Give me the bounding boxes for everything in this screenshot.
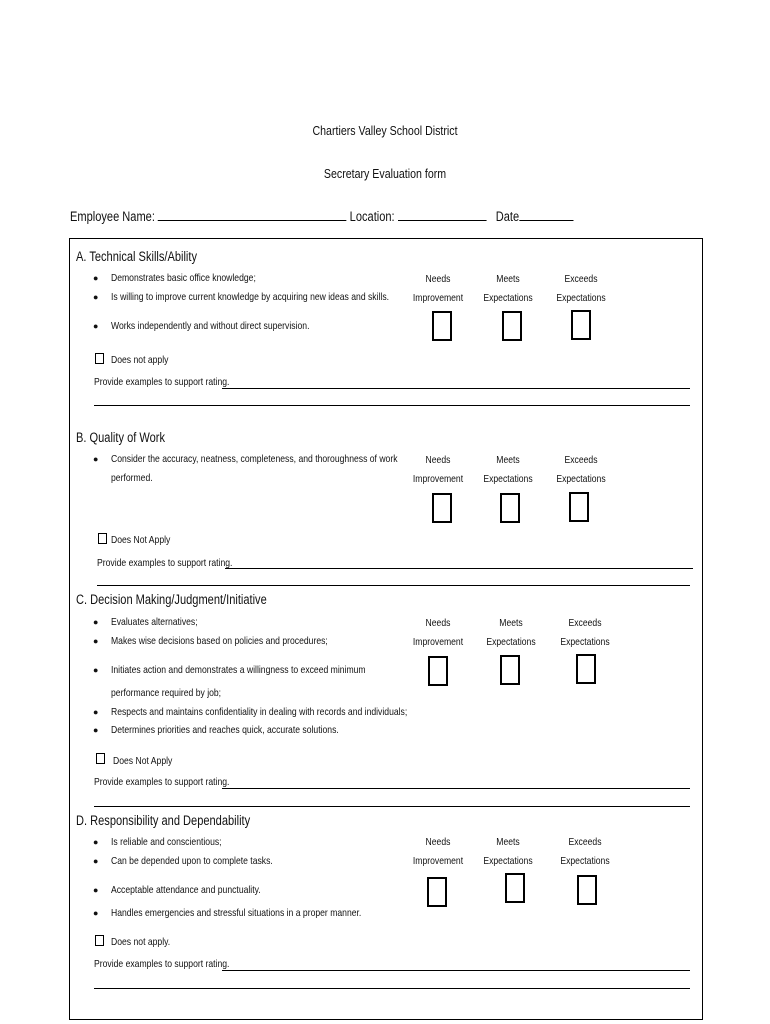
section-b-heading: B. Quality of Work [76, 430, 166, 445]
section-d-bullet: Can be depended upon to complete tasks. [111, 855, 273, 867]
bullet-icon: ● [93, 636, 99, 646]
section-d-exceeds-checkbox[interactable] [577, 875, 597, 905]
section-a-heading: A. Technical Skills/Ability [76, 249, 198, 264]
section-a-examples-line[interactable] [222, 388, 690, 389]
date-field[interactable] [519, 208, 573, 221]
section-d-heading: D. Responsibility and Dependability [76, 813, 251, 828]
bullet-icon: ● [93, 725, 99, 735]
section-a-not-apply-label: Does not apply [111, 354, 169, 366]
rating-exceeds-header: Exceeds Expectations [556, 454, 606, 485]
rating-needs-header: Needs Improvement [412, 454, 464, 485]
section-d-examples-line[interactable] [94, 988, 690, 989]
section-d-examples-line[interactable] [222, 970, 690, 971]
bullet-icon: ● [93, 454, 99, 464]
rating-exceeds-header: Exceeds Expectations [560, 617, 610, 648]
location-field[interactable] [398, 208, 487, 221]
section-a-meets-checkbox[interactable] [502, 311, 522, 341]
section-c-provide-label: Provide examples to support rating. [94, 776, 230, 788]
section-a-bullet: Demonstrates basic office knowledge; [111, 272, 256, 284]
rating-meets-header: Meets Expectations [486, 617, 536, 648]
section-c-not-apply-label: Does Not Apply [113, 755, 173, 767]
section-a-not-apply-checkbox[interactable] [95, 353, 104, 364]
section-d-bullet: Acceptable attendance and punctuality. [111, 884, 261, 896]
rating-needs-header: Needs Improvement [412, 273, 464, 304]
employee-name-label: Employee Name: [70, 209, 155, 224]
section-a-provide-label: Provide examples to support rating. [94, 376, 230, 388]
section-c-needs-checkbox[interactable] [428, 656, 448, 686]
section-c-bullet: Determines priorities and reaches quick, accurate solutions. [111, 724, 339, 736]
section-c-examples-line[interactable] [94, 806, 690, 807]
section-c-exceeds-checkbox[interactable] [576, 654, 596, 684]
form-title: Secretary Evaluation form [323, 167, 447, 181]
section-c-meets-checkbox[interactable] [500, 655, 520, 685]
section-b-examples-line[interactable] [97, 585, 690, 586]
section-b-provide-label: Provide examples to support rating. [97, 557, 233, 569]
bullet-icon: ● [93, 292, 99, 302]
bullet-icon: ● [93, 856, 99, 866]
section-b-needs-checkbox[interactable] [432, 493, 452, 523]
section-b-not-apply-label: Does Not Apply [111, 534, 171, 546]
rating-meets-header: Meets Expectations [483, 454, 533, 485]
rating-needs-header: Needs Improvement [412, 617, 464, 648]
bullet-icon: ● [93, 665, 99, 675]
section-b-examples-line[interactable] [225, 568, 693, 569]
section-a-bullet: Is willing to improve current knowledge by acquiring new ideas and skills. [111, 291, 390, 303]
section-a-bullet: Works independently and without direct supervision. [111, 320, 310, 332]
rating-exceeds-header: Exceeds Expectations [556, 273, 606, 304]
section-c-bullet: Evaluates alternatives; [111, 616, 198, 628]
section-b-not-apply-checkbox[interactable] [98, 533, 107, 544]
section-a-exceeds-checkbox[interactable] [571, 310, 591, 340]
section-a-examples-line[interactable] [94, 405, 690, 406]
section-c-bullet: Makes wise decisions based on policies and procedures; [111, 635, 328, 647]
employee-info-row [70, 208, 573, 224]
bullet-icon: ● [93, 273, 99, 283]
section-d-bullet: Is reliable and conscientious; [111, 836, 222, 848]
section-d-not-apply-label: Does not apply. [111, 936, 171, 948]
bullet-icon: ● [93, 707, 99, 717]
location-label: Location: [349, 209, 395, 224]
section-c-heading: C. Decision Making/Judgment/Initiative [76, 592, 267, 607]
rating-meets-header: Meets Expectations [483, 836, 533, 867]
rating-meets-header: Meets Expectations [483, 273, 533, 304]
section-c-examples-line[interactable] [222, 788, 690, 789]
employee-name-field[interactable] [158, 208, 347, 221]
section-a-needs-checkbox[interactable] [432, 311, 452, 341]
bullet-icon: ● [93, 837, 99, 847]
section-d-not-apply-checkbox[interactable] [95, 935, 104, 946]
section-c-bullet: Initiates action and demonstrates a willingness to exceed minimum [111, 664, 366, 676]
rating-needs-header: Needs Improvement [412, 836, 464, 867]
section-c-bullet: performance required by job; [111, 687, 222, 699]
date-label: Date [495, 209, 520, 224]
bullet-icon: ● [93, 885, 99, 895]
section-c-bullet: Respects and maintains confidentiality in dealing with records and individuals; [111, 706, 408, 718]
bullet-icon: ● [93, 617, 99, 627]
section-b-bullet: Consider the accuracy, neatness, completeness, and thoroughness of work [111, 453, 398, 465]
district-title: Chartiers Valley School District [312, 124, 458, 138]
rating-exceeds-header: Exceeds Expectations [560, 836, 610, 867]
section-d-bullet: Handles emergencies and stressful situations in a proper manner. [111, 907, 362, 919]
section-d-provide-label: Provide examples to support rating. [94, 958, 230, 970]
section-b-exceeds-checkbox[interactable] [569, 492, 589, 522]
bullet-icon: ● [93, 321, 99, 331]
section-b-meets-checkbox[interactable] [500, 493, 520, 523]
bullet-icon: ● [93, 908, 99, 918]
section-c-not-apply-checkbox[interactable] [96, 753, 105, 764]
section-d-meets-checkbox[interactable] [505, 873, 525, 903]
section-d-needs-checkbox[interactable] [427, 877, 447, 907]
section-b-bullet: performed. [111, 472, 153, 484]
